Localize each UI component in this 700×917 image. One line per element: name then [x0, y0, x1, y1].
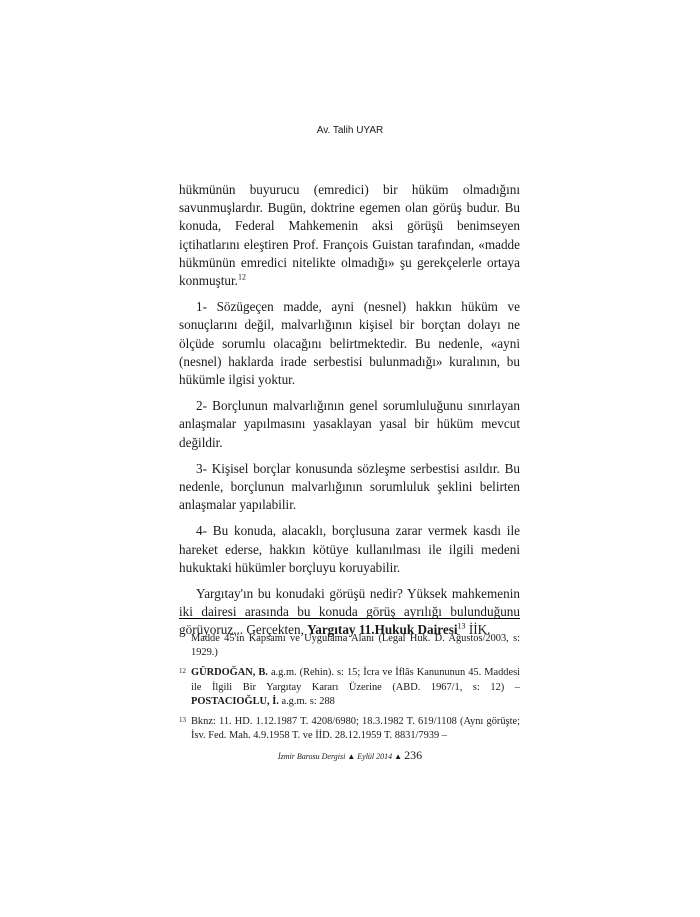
paragraph-3: 2- Borçlunun malvarlığının genel sorumluluğunu sınırlayan anlaşmalar yapılmasını yasaklayan yasal bir hüküm mevcut değildir.: [179, 398, 520, 450]
paragraph-4: 3- Kişisel borçlar konusunda sözleşme serbestisi asıldır. Bu nedenle, borçlunun malvarlığının sorumluluk şeklini belirten anlaşmalar yapılabilir.: [179, 460, 520, 513]
paragraph-1: hükmünün buyurucu (emredici) bir hüküm olmadığını savunmuşlardır. Bugün, doktrine egemen olan görüş budur. Bu konuda, Federal Mahkemenin aksi görüşü benimseyen içtihatlarını eleştiren Prof. François Guistan tarafından, «madde hükmünün emredici nitelikte olmadığı» şu gerekçelerle ortaya konmuştur.$^{12}$: [179, 182, 520, 289]
running-header: Av. Talih UYAR: [316, 125, 384, 136]
journal-name: İzmir Barosu Dergisi: [277, 752, 346, 761]
footnote-13: 13 Bknz: 11. HD. 1.12.1987 T. 4208/6980; 18.3.1982 T. 619/1108 (Aynı görüşte; İsv. Fed. Mah. 4.9.1958 T. ve İİD. 28.12.1959 T. 8831/7939 –: [179, 716, 520, 742]
page-number: 236: [404, 748, 423, 762]
issue-date: Eylül 2014: [357, 752, 393, 761]
footnote-number: 12: [179, 667, 186, 676]
triangle-icon: ▲: [347, 752, 356, 761]
court-name: Yargıtay 11.Hukuk Dairesi: [307, 622, 458, 638]
footnote-12: 12 GÜRDOĞAN, B. a.g.m. (Rehin). s: 15; İcra ve İflâs Kanununun 45. Maddesi ile İlgili Bir Yargıtay Kararı Üzerine (ABD. 1967/1, s: 12) – POSTACIOĞLU, İ. a.g.m. s: 288: [179, 667, 520, 707]
running-footer: [0, 748, 700, 763]
footnote-ref-12[interactable]: 12: [237, 272, 246, 282]
footnote-continuation: Madde 45'in Kapsamı ve Uygulama Alanı (Legal Huk. D. Ağustos/2003, s: 1929.): [191, 633, 520, 659]
paragraph-5: 4- Bu konuda, alacaklı, borçlusuna zarar vermek kasdı ile hareket ederse, hakkın kötüye kullanılması ile ilgili medeni hukuktaki hükümler borçluyu koruyabilir.: [179, 523, 520, 575]
paragraph-2: 1- Sözügeçen madde, ayni (nesnel) hakkın hüküm ve sonuçlarını değil, malvarlığının kişisel bir borçtan dolayı ne ölçüde sorumlu olacağını belirtmektedir. Bu nedenle, «ayni (nesnel) haklarda irade serbestisi bulunmadığı» kuralının, bu hükümle ilgisi yoktur.: [179, 299, 520, 388]
footnotes: [179, 632, 520, 749]
footnote-number: 13: [179, 716, 186, 725]
triangle-icon: ▲: [394, 752, 403, 761]
footnote-ref-13[interactable]: 13: [457, 622, 466, 632]
paragraph-6: Yargıtay'ın bu konudaki görüşü nedir? Yüksek mahkemenin iki dairesi arasında bu konuda görüş ayrılığı bulunduğunu görüyoruz... Gerçekten, Yargıtay 11.Hukuk Dairesi$^{13}$ İİK.: [179, 586, 520, 638]
main-text: [179, 181, 520, 648]
footnote-divider: [179, 618, 520, 619]
